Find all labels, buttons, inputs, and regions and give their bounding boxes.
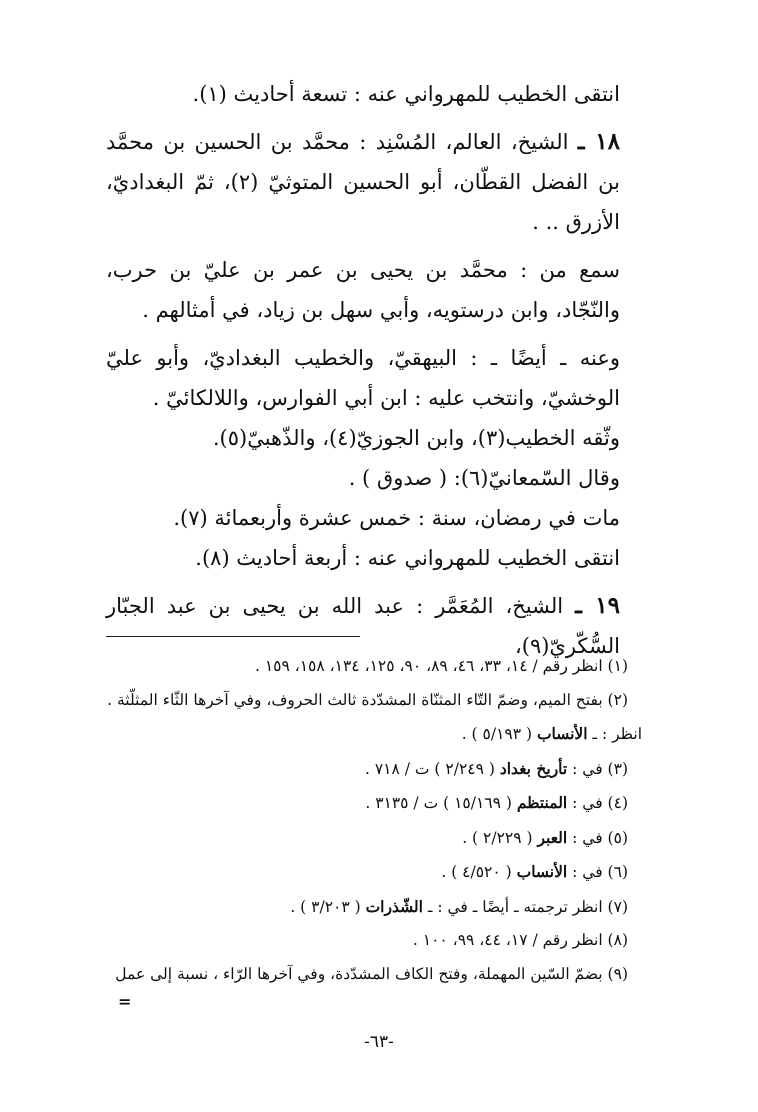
entry-18-text: الشيخ، العالم، المُسْنِد : محمَّد بن الحسين بن محمَّد بن الفضل القطّان، أبو الحسين المتوثيّ (٢)، ثمّ البغداديّ، الأزرق .. . [106, 130, 620, 234]
main-text [106, 74, 650, 666]
paragraph-4: وعنه ـ أيضًا ـ : البيهقيّ، والخطيب البغداديّ، وأبو عليّ الوخشيّ، وانتخب عليه : ابن أبي الفوارس، واللالكائيّ . [106, 346, 620, 410]
footnote-8: (٨) انظر رقم / ١٧، ٤٤، ٩٩، ١٠٠ . [412, 931, 628, 949]
footnote-5-post: ( ٢/٢٢٩ ) . [462, 828, 538, 847]
footnote-9: (٩) بضمّ السّين المهملة، وفتح الكاف المشدّدة، وفي آخرها الرّاء ، نسبة إلى عمل [115, 964, 628, 983]
paragraph-7: مات في رمضان، سنة : خمس عشرة وأربعمائة (٧). [173, 506, 620, 530]
footnote-3-post: ( ٢/٢٤٩ ) ت / ٧١٨ . [364, 759, 500, 778]
footnote-4-pre: (٤) في : [567, 794, 628, 812]
entry-18-number: ١٨ ـ [577, 128, 620, 155]
footnote-2-ref-post: ( ٥/١٩٣ ) . [461, 725, 537, 743]
paragraph-8: انتقى الخطيب للمهرواني عنه : أربعة أحاديث (٨). [195, 546, 620, 570]
entry-19-text: الشيخ، المُعَمَّر : عبد الله بن يحيى بن عبد الجبّار السُّكّريّ(٩)، [106, 594, 620, 658]
footnotes [106, 650, 650, 991]
footnote-4-title: المنتظم [516, 793, 568, 812]
footnote-5 [106, 821, 650, 856]
footnote-2-ref [106, 717, 650, 752]
footnote-3-pre: (٣) في : [567, 759, 628, 778]
footnote-4-post: ( ١٥/١٦٩ ) ت / ٣١٣٥ . [365, 794, 517, 812]
footnote-7-title: الشّذرات [365, 896, 423, 916]
footnote-7-post: ( ٣/٢٠٣ ) . [290, 897, 366, 916]
footnote-1: (١) انظر رقم / ١٤، ٣٣، ٤٦، ٨٩، ٩٠، ١٢٥، ١٣٤، ١٥٨، ١٥٩ . [254, 657, 628, 675]
footnote-3-title: تأريخ بغداد [499, 758, 568, 778]
footnote-6 [106, 855, 650, 890]
footnote-5-pre: (٥) في : [567, 828, 628, 847]
footnote-7 [106, 890, 650, 925]
entry-18 [106, 122, 650, 242]
footnote-4 [106, 786, 650, 821]
footnote-2-ref-pre: انظر : ـ [587, 725, 642, 743]
paragraph-6: وقال السّمعانيّ(٦): ( صدوق ) . [348, 466, 620, 490]
paragraph-1: انتقى الخطيب للمهرواني عنه : تسعة أحاديث (١). [192, 82, 620, 106]
footnote-5-title: العبر [537, 827, 568, 847]
footnote-2: (٢) بفتح الميم، وضمّ التّاء المثنّاة المشدّدة ثالث الحروف، وفي آخرها الثّاء المثلّثة . [107, 690, 628, 709]
footnote-7-pre: (٧) انظر ترجمته ـ أيضًا ـ في : ـ [422, 897, 628, 916]
footnote-6-title: الأنساب [516, 862, 568, 881]
footnote-6-post: ( ٤/٥٢٠ ) . [441, 863, 517, 881]
footnote-3 [106, 752, 650, 787]
entry-19-number: ١٩ ـ [575, 592, 620, 619]
footnote-2-ref-title: الأنساب [536, 724, 588, 743]
paragraph-3: سمع من : محمَّد بن يحيى بن عمر بن عليّ بن حرب، والنّجّاد، وابن درستويه، وأبي سهل بن زياد، في أمثالهم . [106, 258, 620, 322]
footnote-separator [106, 636, 360, 637]
continuation-mark: = [118, 992, 132, 1011]
page-number: -٦٣- [364, 1032, 394, 1052]
paragraph-5: وثّقه الخطيب(٣)، وابن الجوزيّ(٤)، والذّهبيّ(٥). [212, 426, 620, 450]
footnote-6-pre: (٦) في : [567, 863, 628, 881]
